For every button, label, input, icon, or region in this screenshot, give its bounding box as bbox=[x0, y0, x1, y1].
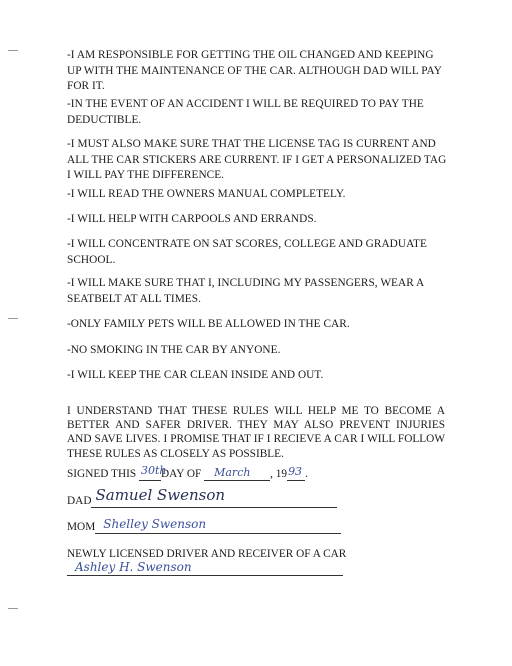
dad-signature-line bbox=[67, 486, 337, 508]
rule-item: -I WILL HELP WITH CARPOOLS AND ERRANDS. bbox=[67, 213, 317, 225]
rule-item: -I WILL CONCENTRATE ON SAT SCORES, COLLEGE AND GRADUATE SCHOOL. bbox=[67, 238, 427, 266]
rule-item: -I AM RESPONSIBLE FOR GETTING THE OIL CHANGED AND KEEPING UP WITH THE MAINTENANCE OF THE CAR. ALTHOUGH DAD WILL PAY FOR IT. bbox=[67, 49, 442, 92]
rule-item: -I WILL READ THE OWNERS MANUAL COMPLETELY. bbox=[67, 188, 346, 200]
driver-signature: Ashley H. Swenson bbox=[75, 560, 192, 574]
dad-signature-blank bbox=[91, 486, 337, 508]
mom-signature-line bbox=[67, 517, 341, 534]
handwritten-day: 30th bbox=[140, 464, 167, 477]
year-prefix: , 19 bbox=[270, 468, 288, 480]
month-blank bbox=[204, 468, 270, 481]
mom-label: MOM bbox=[67, 521, 96, 533]
period: . bbox=[305, 468, 308, 480]
dad-label: DAD bbox=[67, 495, 92, 507]
day-blank bbox=[139, 464, 167, 481]
signed-prefix: SIGNED THIS bbox=[67, 468, 137, 480]
rule-item: -IN THE EVENT OF AN ACCIDENT I WILL BE REQUIRED TO PAY THE DEDUCTIBLE. bbox=[67, 98, 424, 126]
handwritten-year: 93 bbox=[288, 465, 303, 478]
rule-item: -NO SMOKING IN THE CAR BY ANYONE. bbox=[67, 344, 281, 356]
rule-item: -I MUST ALSO MAKE SURE THAT THE LICENSE TAG IS CURRENT AND ALL THE CAR STICKERS ARE CURRENT. IF I GET A PERSONALIZED TAG I WILL PAY THE DIFFERENCE. bbox=[67, 138, 447, 181]
mom-signature-blank bbox=[95, 517, 341, 534]
rule-item: -I WILL KEEP THE CAR CLEAN INSIDE AND OUT. bbox=[67, 369, 324, 381]
driver-label: NEWLY LICENSED DRIVER AND RECEIVER OF A CAR bbox=[67, 548, 347, 560]
handwritten-month: March bbox=[214, 466, 251, 479]
closing-statement: I UNDERSTAND THAT THESE RULES WILL HELP ME TO BECOME A BETTER AND SAFER DRIVER. THEY MAY ALSO PREVENT INJURIES AND SAVE LIVES. I PROMISE THAT IF I RECIEVE A CAR I WILL FOLLOW THESE RULES AS CLOSELY AS POSSIBLE. bbox=[67, 405, 445, 460]
year-blank bbox=[287, 465, 305, 481]
punch-mark bbox=[8, 608, 18, 609]
rule-item: -I WILL MAKE SURE THAT I, INCLUDING MY PASSENGERS, WEAR A SEATBELT AT ALL TIMES. bbox=[67, 277, 424, 305]
punch-mark bbox=[8, 50, 18, 51]
driver-signature-line bbox=[67, 562, 343, 576]
driver-signature-blank bbox=[67, 560, 343, 576]
day-of-label: DAY OF bbox=[160, 468, 202, 480]
rule-item: -ONLY FAMILY PETS WILL BE ALLOWED IN THE CAR. bbox=[67, 318, 350, 330]
punch-mark bbox=[8, 318, 18, 319]
dad-signature: Samuel Swenson bbox=[95, 486, 226, 504]
signed-date-line bbox=[67, 464, 308, 481]
mom-signature: Shelley Swenson bbox=[103, 517, 207, 531]
